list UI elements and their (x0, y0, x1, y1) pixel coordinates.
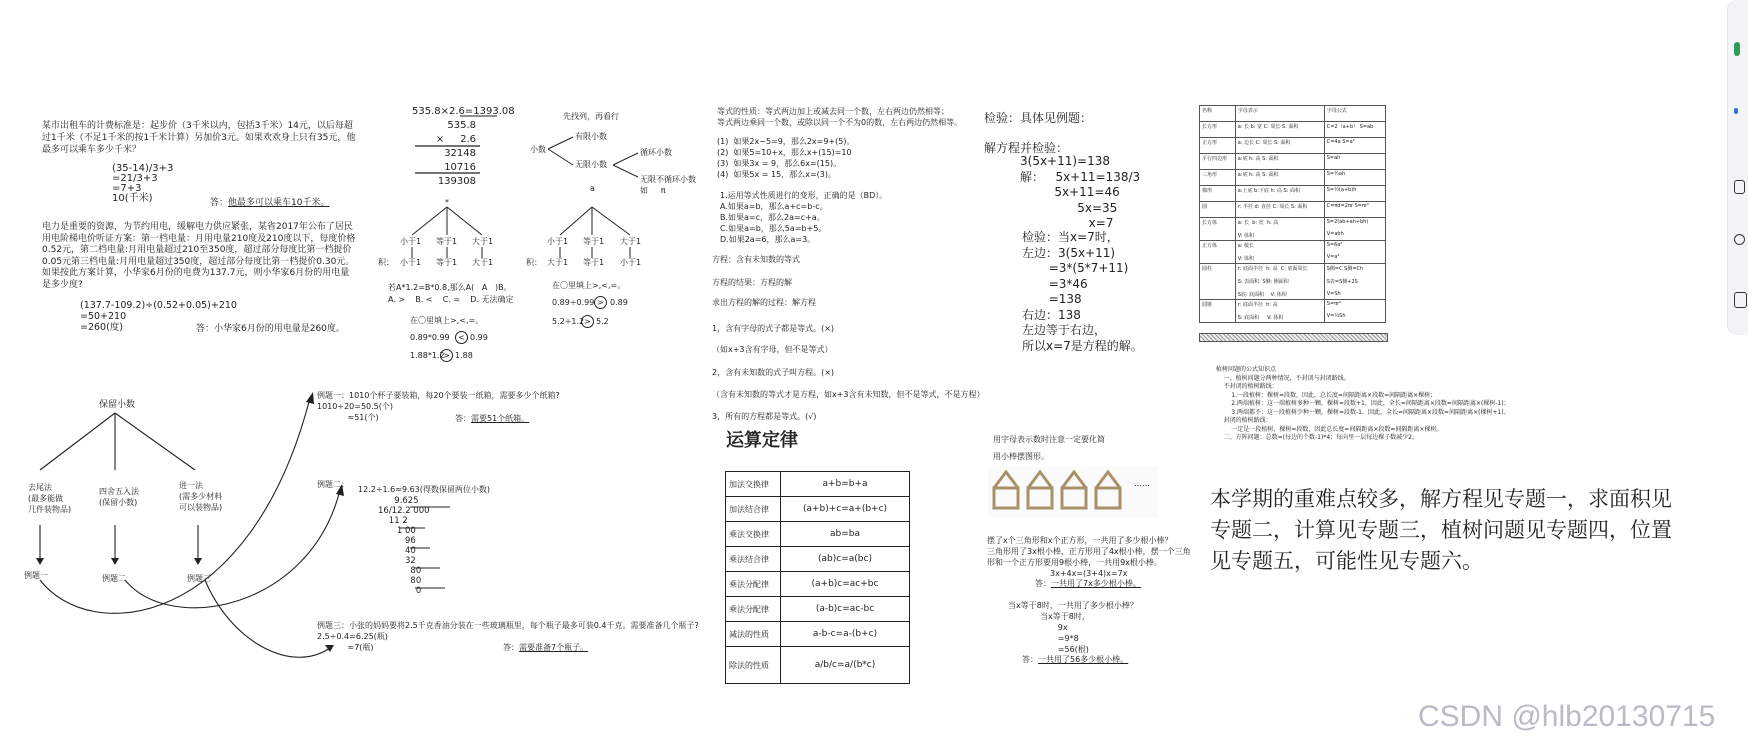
shape-formula: S=6a² V=a³ (1324, 241, 1385, 264)
taxi-answer: 他最多可以乘车10千米。 (228, 198, 330, 208)
table-row (726, 572, 910, 597)
divide-tree-branch-1: 小于1 (547, 237, 569, 246)
rounding-method-ceil: 进一法 (需多少材料 可以装物品) (179, 481, 223, 512)
table-row (1200, 186, 1386, 202)
table-row (1200, 138, 1386, 154)
example3-answer: 需要准备7个瓶子。 (519, 643, 589, 652)
solve-title: 解方程并检验： (984, 141, 1069, 155)
letters-dots: …… (1134, 479, 1150, 488)
table-row (1200, 218, 1386, 241)
panel-circle-icon[interactable] (1734, 234, 1745, 245)
decimal-tree-repeating: 循环小数 (640, 148, 672, 157)
compare1-question: 若A*1.2=B*0.8,那么A( A )B。 (388, 283, 512, 292)
compare2-intro: 在〇里填上>,<,=。 (552, 281, 626, 290)
example1-answer-line (455, 413, 529, 424)
shape-name: 圆锥 (1200, 300, 1236, 323)
shape-name: 长方形 (1200, 122, 1236, 138)
letters-intro: 用字母表示数时注意一定要化简 用小棒摆图形。 (993, 435, 1105, 461)
example1-answer: 需要51个纸箱。 (471, 414, 530, 423)
law-formula: (a+b)c=ac+bc (781, 572, 910, 597)
shape-letters: r: 底面半径 h: 高 C: 底面周长 S: 表面积 S侧: 侧面积 S底: 底面积 V: 体积 (1235, 264, 1324, 300)
compare2-line1b: 0.89 (610, 298, 628, 307)
summary-text: 本学期的重难点较多，解方程见专题一，求面积见专题二，计算见专题三，植树问题见专题四，位置见专题五，可能性见专题六。 (1210, 487, 1672, 573)
table-row (1200, 122, 1386, 138)
multiply-tree-branch-2: 等于1 (436, 237, 458, 246)
rounding-method-truncate: 去尾法 (最多能做 几件装物品) (28, 483, 72, 514)
letters-answer2-line (1022, 654, 1128, 665)
taxi-answer-prefix: 答： (210, 198, 229, 208)
shape-letters: r: 底面半径 h: 高 S: 底面积 V: 体积 (1235, 300, 1324, 323)
law-name: 加法交换律 (726, 472, 781, 497)
table-row (1200, 241, 1386, 264)
shape-formula-table (1199, 105, 1386, 323)
letters-answer-prefix: 答： (1035, 579, 1051, 588)
letters-answer2-prefix: 答： (1022, 655, 1038, 664)
rounding-example-3: 例题三 (187, 574, 211, 583)
divide-tree-branch-2: 等于1 (583, 237, 605, 246)
compare1-sign-2: > (440, 349, 453, 362)
table-row (1200, 264, 1386, 300)
shape-name: 长方体 (1200, 218, 1236, 241)
shape-formula: S=πr² V=⅓Sh (1324, 300, 1385, 323)
equation-def-2: 方程的结果：方程的解 (712, 278, 792, 287)
multiply-tree-branch-3: 大于1 (472, 237, 494, 246)
decimal-tree-finite: 有限小数 (575, 132, 607, 141)
multiply-tree-result-1: 小于1 (400, 258, 422, 267)
law-name: 加法结合律 (726, 497, 781, 522)
example3-calc: 2.5÷0.4=6.25(瓶) ≈7(瓶) (317, 632, 388, 652)
check-title: 检验：具体见例题： (984, 111, 1093, 125)
decimal-tree-infinite: 无限小数 (575, 160, 607, 169)
example1-title: 例题一：1010个杯子要装箱，每20个要装一纸箱，需要多少个纸箱? (317, 391, 560, 400)
rounding-example-1: 例题一 (24, 571, 48, 580)
shape-header-formula: 字母公式 (1324, 106, 1385, 122)
equation-def-3: 求出方程的解的过程：解方程 (712, 298, 816, 307)
table-row (726, 547, 910, 572)
decimal-tree-nonrepeating: 无限不循环小数 如 π (640, 175, 696, 195)
letters-calc2: 当x等于8时， 9x =9*8 =56(根) (1040, 612, 1090, 654)
rounding-root: 保留小数 (99, 400, 136, 410)
panel-window-icon[interactable] (1734, 180, 1745, 194)
rounding-example-2: 例题二 (102, 574, 126, 583)
multiply-tree-result-3: 大于1 (472, 258, 494, 267)
example2-title: 12.2÷1.6≈9.63(得数保留两位小数) (358, 485, 490, 494)
law-formula: a+b=b+a (781, 472, 910, 497)
shape-formula: S=½ah (1324, 170, 1385, 186)
letters-answer2: 一共用了56多少根小棒。 (1038, 655, 1129, 664)
equation-properties: 等式的性质：等式两边加上或减去同一个数，左右两边仍然相等； 等式两边乘同一个数，或除以同一个不为0的数，左右两边仍然相等。 (717, 107, 963, 127)
shape-letters: a: 长 b: 宽 C: 周长 S: 面积 (1235, 122, 1324, 138)
table-row (726, 472, 910, 497)
law-name: 乘法分配律 (726, 597, 781, 622)
equation-examples: (1) 如果2x−5=9，那么2x=9+(5)。 (2) 如果5=10+x，那么x+(15)=10 (3) 如果3x = 9，那么6x=(15)。 (4) 如果5x = 15，那么x=(3)。 (717, 137, 855, 179)
decimal-tree-title: 先找列，再看行 (563, 112, 619, 121)
example3-answer-prefix: 答： (503, 643, 519, 652)
equation-tf-2-note: （含有未知数的等式才是方程，如x+3含有未知数，但不是等式，不是方程） (712, 390, 985, 399)
table-row (726, 622, 910, 647)
power-calc: (137.7-109.2)÷(0.52+0.05)+210 =50+210 =260(度) (80, 300, 237, 333)
table-row (726, 597, 910, 622)
letters-q2: 当x等于8时，一共用了多少根小棒？ (1008, 601, 1138, 610)
compare2-line2a: 5.2÷1.2 (552, 317, 585, 326)
decimal-tree-root: 小数 (530, 145, 546, 154)
equation-tf-3: 3，所有的方程都是等式。(√) (712, 412, 817, 421)
compare1-item-1a: 0.89*0.99 (410, 333, 450, 342)
taxi-problem: 某市出租车的计费标准是：起步价（3千米以内，包括3千米）14元，以后每超 过1千米（不足1千米的按1千米计算）另加价3元。如果欢欢身上只有35元，他 最多可以乘车多少千米？ (42, 121, 356, 155)
power-answer: 答：小华家6月份的用电量是260度。 (196, 324, 345, 334)
equation-tf-2: 2，含有未知数的式子叫方程。(×) (712, 368, 835, 377)
example2-division-lines (390, 505, 460, 605)
shape-header-letters: 字母表示 (1235, 106, 1324, 122)
multiply-tree-label: 积： (378, 258, 394, 267)
letters-calc: 3x+4x=(3+4)x=7x (1050, 569, 1128, 578)
shape-header-name: 名称 (1200, 106, 1236, 122)
table-row (1200, 202, 1386, 218)
compare1-item-2a: 1.88*1.2 (410, 351, 445, 360)
panel-dot-icon (1734, 108, 1738, 114)
compare1-item-2b: 1.88 (455, 351, 473, 360)
divide-tree-label: 积： (526, 258, 542, 267)
shape-table-footer (1199, 333, 1388, 342)
check-verify: 检验：当x=7时， 左边：3(5x+11) =3*(5*7+11) =3*46 =138 右边：138 左边等于右边， 所以x=7是方程的解。 (1022, 230, 1143, 353)
mult-body: 535.8 × 2.6 32148 10716 139308 (435, 120, 476, 187)
compare1-intro: 在〇里填上>,<,=。 (410, 316, 484, 325)
compare2-line2b: 5.2 (596, 317, 609, 326)
shape-name: 平行四边形 (1200, 154, 1236, 170)
rounding-method-round: 四舍五入法 (保留小数) (99, 487, 139, 507)
shape-letters: r: 半径 d: 直径 C: 周长 S: 面积 (1235, 202, 1324, 218)
law-formula: a-b-c=a-(b+c) (781, 622, 910, 647)
example2-division: 9.625 16/12.2 000 11 2 1 00 96 40 32 80 80 0 (378, 496, 430, 596)
shape-name: 正方形 (1200, 138, 1236, 154)
shape-formula: S=ah (1324, 154, 1385, 170)
letters-problem: 摆了x个三角形和x个正方形，一共用了多少根小棒？ 三角形用了3x根小棒，正方形用了4x根小棒，摆一个三角 形和一个正方形要用9根小棒，一共用9x根小棒。 (987, 536, 1191, 567)
equation-question-1: 1.运用等式性质进行的变形，正确的是（BD）。 A.如果a=b，那么a+c=b-c。 B.如果a=c，那么2a=c+a。 C.如果a=b，那么5a=b+5。 D.如果2a=6，那么a=3。 (720, 191, 888, 244)
law-formula: (a+b)+c=a+(b+c) (781, 497, 910, 522)
law-formula: a/b/c=a/(b*c) (781, 647, 910, 684)
multiply-tree-title: * (445, 198, 449, 207)
divide-tree-result-1: 大于1 (547, 258, 569, 267)
shape-formula: S=½(a+b)h (1324, 186, 1385, 202)
law-name: 乘法结合律 (726, 547, 781, 572)
shape-name: 圆柱 (1200, 264, 1236, 300)
compare2-sign1: > (594, 296, 607, 309)
side-panel-scrollbar[interactable] (1727, 0, 1748, 335)
table-row (726, 522, 910, 547)
compare1-sign-1: < (455, 331, 468, 344)
compare1-choices: A. > B. < C. = D. 无法确定 (388, 295, 514, 304)
laws-title: 运算定律 (726, 430, 798, 451)
compare2-line1a: 0.89÷0.99 (552, 298, 595, 307)
shape-letters: a:上底 b:下底 h: 高 S: 面积 (1235, 186, 1324, 202)
example2-label: 例题二： (317, 480, 349, 489)
panel-indicator-icon (1734, 42, 1740, 56)
shape-letters: a: 长 b: 宽 h: 高 V: 体积 (1235, 218, 1324, 241)
law-formula: (a-b)c=ac-bc (781, 597, 910, 622)
shape-formula: C=πd=2πr S=πr² (1324, 202, 1385, 218)
shape-formula: C=2（a+b） S=ab (1324, 122, 1385, 138)
divide-tree-root-mark: a (590, 184, 595, 193)
law-name: 减法的性质 (726, 622, 781, 647)
panel-page-icon[interactable] (1734, 292, 1747, 308)
shape-formula: S侧=C S侧=Ch S表=S侧+2S V=Sh (1324, 264, 1385, 300)
shape-letters: a: 边长 C: 周长 S: 面积 (1235, 138, 1324, 154)
divide-tree-result-3: 小于1 (620, 258, 642, 267)
compare1-item-1b: 0.99 (470, 333, 488, 342)
shape-name: 三角形 (1200, 170, 1236, 186)
mult-header: 535.8×2.6=1393.08 (412, 106, 515, 117)
law-name: 除法的性质 (726, 647, 781, 684)
watermark: CSDN @hlb20130715 (1418, 700, 1716, 733)
table-row (1200, 170, 1386, 186)
shape-name: 正方体 (1200, 241, 1236, 264)
equation-tf-1: 1，含有字母的式子都是等式。(×) (712, 324, 835, 333)
law-formula: ab=ba (781, 522, 910, 547)
example1-answer-prefix: 答： (455, 414, 471, 423)
tree-planting-notes: 植树问题的公式知识点 一、植树问题分两种情况，不封闭与封闭路线。 不封闭的植树路线： 1.一段植树：棵树=段数，因此，总长度=间隔距离×段数=间隔距离×棵树； 2.两端植树：这一端植树多种一颗，棵树=段数+1，因此，全长=间隔距离×段数=间隔距离×(棵树-1)； 3.两端都不：这一段植树少种一颗，棵树=段数-1，因此，全长=间隔距离×段数=间隔距离×(棵树+1)。 封闭的植树路线： 一定是一段植树，棵树=段数，因此总长度=间隔距离×段数=间隔距离×棵树。 二、方阵问题：总数=(每边的个数-1)*4；每向里一层每边棵子数减少2。 (1216, 366, 1510, 441)
laws-table (725, 471, 910, 684)
shape-letters: a:底 h: 高 S: 面积 (1235, 154, 1324, 170)
shape-name: 梯形 (1200, 186, 1236, 202)
house-figures (988, 466, 1158, 518)
table-row (726, 497, 910, 522)
shape-formula: C=4a S=a² (1324, 138, 1385, 154)
shape-table-header (1200, 106, 1386, 122)
table-row (726, 647, 910, 684)
power-problem: 电力是重要的资源，为节约用电，缓解电力供应紧张，某省2017年公布了居民 用电阶梯电价听证方案：第一档电量：月用电量210度及210度以下，每度价格 0.52元，第二档电量:月用电量超过210至350度，超过部分每度比第一档提价 0.05元第三档电量:月用电量超过350度，超过部分每度比第一档提价0.30元。 如果按此方案计算，小华家6月份的电费为137.7元，则小华家6月份的用电量 是多少度? (42, 222, 356, 290)
rounding-tree-lines (0, 380, 360, 670)
shape-formula: S=2(ab+ah+bh) V=abh (1324, 218, 1385, 241)
equation-def-1: 方程：含有未知数的等式 (712, 255, 800, 264)
letters-answer: 一共用了7x多少根小棒。 (1051, 579, 1141, 588)
law-name: 乘法分配律 (726, 572, 781, 597)
shape-name: 圆 (1200, 202, 1236, 218)
law-name: 乘法交换律 (726, 522, 781, 547)
multiply-tree-branch-1: 小于1 (400, 237, 422, 246)
example3-title: 例题三：小张的妈妈要将2.5千克香油分装在一些玻璃瓶里，每个瓶子最多可装0.4千克。需要准备几个瓶子? (317, 621, 699, 630)
shape-letters: a:底 h: 高 S: 面积 (1235, 170, 1324, 186)
equation-tf-1-note: （如x+3含有字母，但不是等式） (712, 345, 833, 354)
divide-tree-branch-3: 大于1 (620, 237, 642, 246)
example3-answer-line (503, 642, 588, 653)
law-formula: (ab)c=a(bc) (781, 547, 910, 572)
compare2-sign2: > (581, 315, 594, 328)
solve-steps: 3(5x+11)=138 解： 5x+11=138/3 5x+11=46 5x=35 x=7 (1020, 154, 1141, 230)
taxi-answer-line (210, 197, 329, 209)
divide-tree-result-2: 等于1 (583, 258, 605, 267)
letters-answer-line (1035, 578, 1141, 589)
table-row (1200, 154, 1386, 170)
shape-letters: a: 棱长 V: 体积 (1235, 241, 1324, 264)
example1-calc: 1010÷20=50.5(个) ≈51(个) (317, 402, 393, 422)
table-row (1200, 300, 1386, 323)
multiply-tree-result-2: 等于1 (436, 258, 458, 267)
taxi-calc: (35-14)/3+3 =21/3+3 =7+3 10(千米) (112, 163, 174, 204)
